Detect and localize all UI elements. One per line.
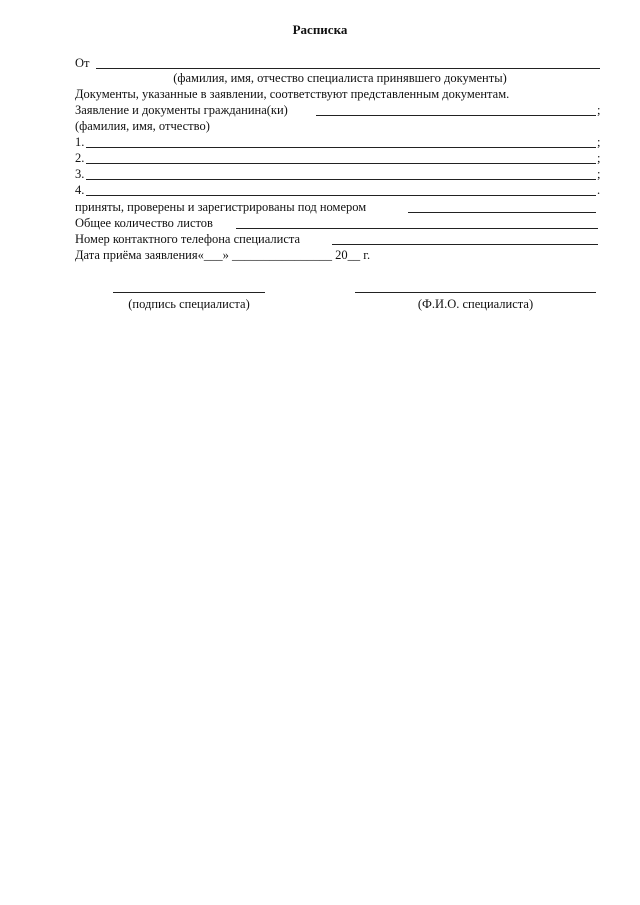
item-number: 2. bbox=[75, 151, 85, 165]
applicant-field-line[interactable] bbox=[316, 115, 596, 116]
item-field-line[interactable] bbox=[86, 195, 596, 196]
registered-label: приняты, проверены и зарегистрированы под номером bbox=[75, 200, 367, 214]
item-number: 4. bbox=[75, 183, 85, 197]
from-field-line[interactable] bbox=[96, 68, 600, 69]
item-field-line[interactable] bbox=[86, 163, 596, 164]
from-caption: (фамилия, имя, отчество специалиста принявшего документы) bbox=[173, 71, 507, 85]
fio-caption: (Ф.И.О. специалиста) bbox=[417, 297, 534, 311]
applicant-end-mark: ; bbox=[597, 103, 601, 117]
item-number: 1. bbox=[75, 135, 85, 149]
date-label: Дата приёма заявления«___» ________________ 20__ г. bbox=[75, 248, 371, 262]
phone-label: Номер контактного телефона специалиста bbox=[75, 232, 301, 246]
fio-line[interactable] bbox=[355, 292, 596, 293]
from-label: От bbox=[75, 56, 90, 70]
applicant-label: Заявление и документы гражданина(ки) bbox=[75, 103, 288, 117]
sheets-count-line[interactable] bbox=[236, 228, 598, 229]
signature-caption: (подпись специалиста) bbox=[128, 297, 250, 311]
registration-number-line[interactable] bbox=[408, 212, 596, 213]
applicant-caption: (фамилия, имя, отчество) bbox=[75, 119, 210, 133]
item-end-mark: ; bbox=[597, 151, 601, 165]
documents-statement: Документы, указанные в заявлении, соответствуют представленным документам. bbox=[75, 87, 510, 101]
item-field-line[interactable] bbox=[86, 147, 596, 148]
item-field-line[interactable] bbox=[86, 179, 596, 180]
sheets-label: Общее количество листов bbox=[75, 216, 213, 230]
item-end-mark: ; bbox=[597, 135, 601, 149]
item-end-mark: ; bbox=[597, 167, 601, 181]
document-title: Расписка bbox=[292, 22, 348, 37]
phone-number-line[interactable] bbox=[332, 244, 598, 245]
item-number: 3. bbox=[75, 167, 85, 181]
item-end-mark: . bbox=[597, 183, 601, 197]
signature-line[interactable] bbox=[113, 292, 265, 293]
